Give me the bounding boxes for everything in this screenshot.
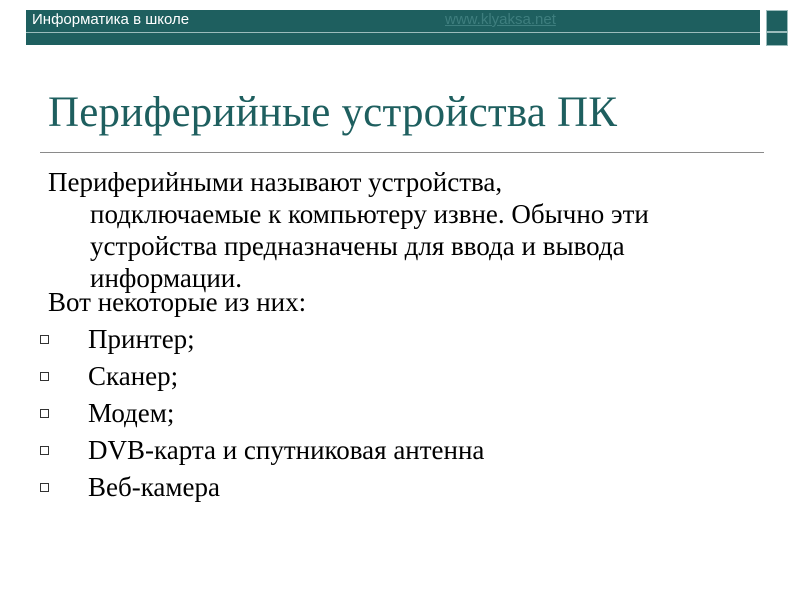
square-bullet-icon	[40, 372, 49, 381]
intro-first-line: Периферийными называют устройства,	[48, 167, 503, 197]
list-item-label: DVB-карта и спутниковая антенна	[88, 435, 485, 465]
square-bullet-icon	[40, 483, 49, 492]
slide-title: Периферийные устройства ПК	[48, 89, 618, 136]
intro-paragraph	[48, 166, 758, 294]
title-divider	[40, 152, 764, 153]
intro-continuation: подключаемые к компьютеру извне. Обычно эти устройства предназначены для ввода и вывода информации.	[90, 199, 649, 293]
list-item-label: Веб-камера	[88, 472, 220, 502]
square-bullet-icon	[40, 409, 49, 418]
header-corner-block	[766, 10, 788, 32]
list-item-label: Сканер;	[88, 361, 179, 391]
list-item-label: Модем;	[88, 398, 175, 428]
header-corner-block-lower	[766, 32, 788, 46]
list-item-label: Принтер;	[88, 324, 195, 354]
header-bar-lower	[26, 32, 760, 45]
list-lead: Вот некоторые из них:	[48, 287, 307, 317]
site-link[interactable]: www.klyaksa.net	[445, 11, 556, 28]
site-title: Информатика в школе	[32, 11, 190, 28]
square-bullet-icon	[40, 335, 49, 344]
square-bullet-icon	[40, 446, 49, 455]
